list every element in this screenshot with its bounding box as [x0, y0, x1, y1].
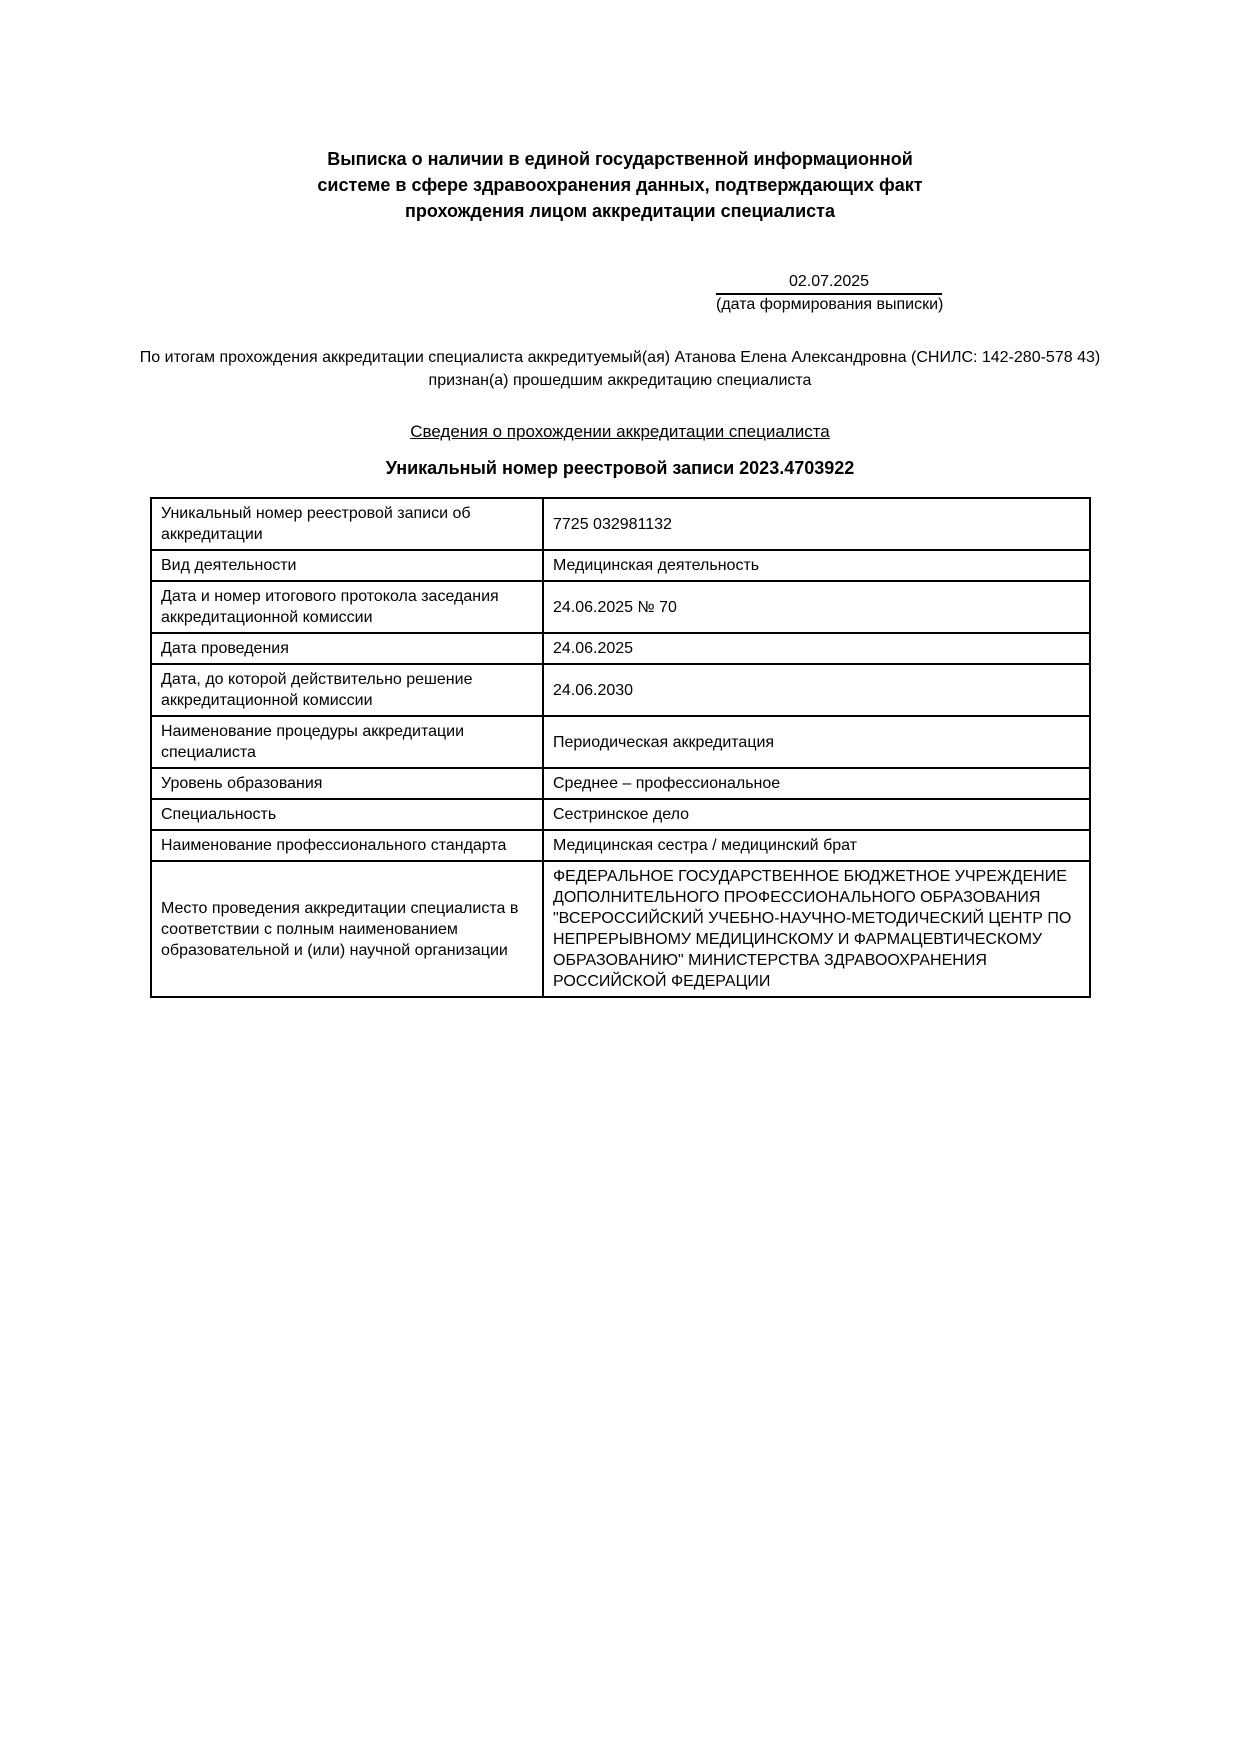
row-label: Наименование процедуры аккредитации специалиста [151, 716, 543, 768]
table-row [151, 581, 1090, 633]
row-value: Сестринское дело [543, 799, 1090, 830]
row-value: Периодическая аккредитация [543, 716, 1090, 768]
row-value: Медицинская деятельность [543, 550, 1090, 581]
row-value: 7725 032981132 [543, 498, 1090, 550]
row-label: Уровень образования [151, 768, 543, 799]
row-value: Медицинская сестра / медицинский брат [543, 830, 1090, 861]
table-row [151, 498, 1090, 550]
formation-date-value: 02.07.2025 [716, 272, 942, 295]
row-label: Специальность [151, 799, 543, 830]
table-row [151, 716, 1090, 768]
section-heading-container [0, 422, 1240, 442]
table-row [151, 861, 1090, 997]
table-row [151, 768, 1090, 799]
row-label: Место проведения аккредитации специалиста в соответствии с полным наименованием образовательной и (или) научной организации [151, 861, 543, 997]
table-row [151, 664, 1090, 716]
intro-paragraph-container [0, 346, 1240, 392]
row-label: Дата и номер итогового протокола заседания аккредитационной комиссии [151, 581, 543, 633]
intro-paragraph: По итогам прохождения аккредитации специалиста аккредитуемый(ая) Атанова Елена Александровна (СНИЛС: 142-280-578 43) признан(а) прошедшим аккредитацию специалиста [139, 349, 1101, 389]
formation-date-block [716, 272, 942, 315]
row-label: Вид деятельности [151, 550, 543, 581]
row-label: Уникальный номер реестровой записи об аккредитации [151, 498, 543, 550]
table-row [151, 830, 1090, 861]
document-title-container [0, 146, 1240, 224]
row-label: Дата, до которой действительно решение аккредитационной комиссии [151, 664, 543, 716]
row-value: 24.06.2025 № 70 [543, 581, 1090, 633]
table-row [151, 799, 1090, 830]
row-label: Наименование профессионального стандарта [151, 830, 543, 861]
section-heading: Сведения о прохождении аккредитации специалиста [410, 422, 830, 441]
row-value: Среднее – профессиональное [543, 768, 1090, 799]
accreditation-table [150, 497, 1091, 998]
registry-heading-container [0, 456, 1240, 480]
row-label: Дата проведения [151, 633, 543, 664]
row-value: ФЕДЕРАЛЬНОЕ ГОСУДАРСТВЕННОЕ БЮДЖЕТНОЕ УЧРЕЖДЕНИЕ ДОПОЛНИТЕЛЬНОГО ПРОФЕССИОНАЛЬНОГО ОБРАЗОВАНИЯ "ВСЕРОССИЙСКИЙ УЧЕБНО-НАУЧНО-МЕТОДИЧЕСКИЙ ЦЕНТР ПО НЕПРЕРЫВНОМУ МЕДИЦИНСКОМУ И ФАРМАЦЕВТИЧЕСКОМУ ОБРАЗОВАНИЮ" МИНИСТЕРСТВА ЗДРАВООХРАНЕНИЯ РОССИЙСКОЙ ФЕДЕРАЦИИ [543, 861, 1090, 997]
table-row [151, 633, 1090, 664]
document-title: Выписка о наличии в единой государственной информационной системе в сфере здравоохранения данных, подтверждающих факт прохождения лицом аккредитации специалиста [317, 149, 923, 221]
row-value: 24.06.2030 [543, 664, 1090, 716]
formation-date-caption: (дата формирования выписки) [716, 296, 944, 313]
registry-number-heading: Уникальный номер реестровой записи 2023.4703922 [385, 458, 855, 478]
table-row [151, 550, 1090, 581]
row-value: 24.06.2025 [543, 633, 1090, 664]
